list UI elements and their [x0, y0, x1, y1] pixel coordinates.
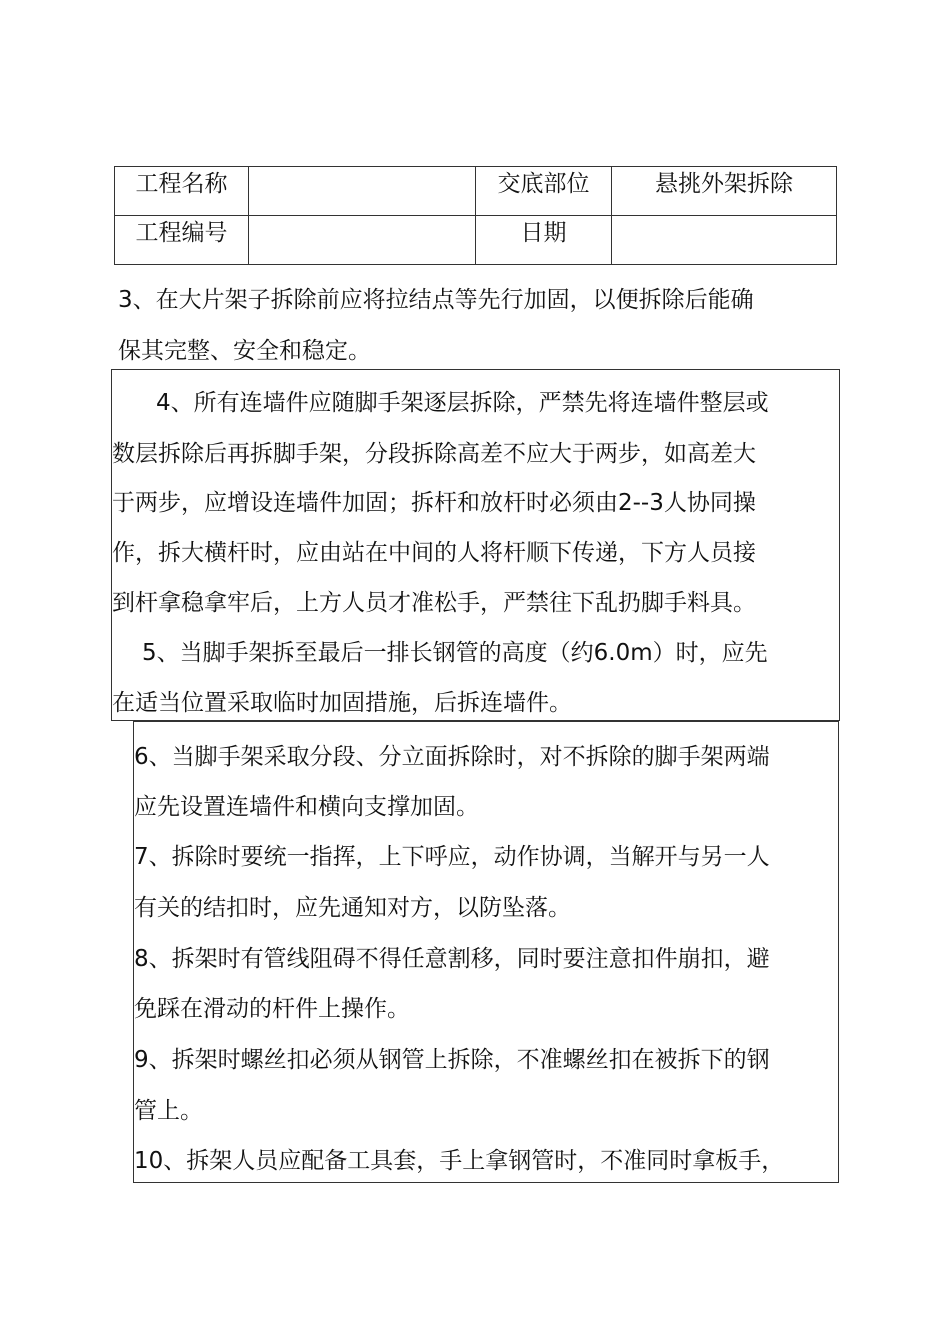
- project-name-value: [249, 167, 476, 216]
- box2-line: 10、拆架人员应配备工具套，手上拿钢管时，不准同时拿板手，: [134, 1148, 785, 1174]
- box2-line: 有关的结扣时，应先通知对方，以防坠落。: [134, 895, 571, 921]
- header-table: [114, 166, 837, 265]
- date-label: 日期: [476, 216, 612, 265]
- box2-line: 6、当脚手架采取分段、分立面拆除时，对不拆除的脚手架两端: [134, 744, 770, 770]
- item-3-line-2: 保其完整、安全和稳定。: [118, 338, 371, 364]
- box1-line: 作，拆大横杆时，应由站在中间的人将杆顺下传递，下方人员接: [112, 540, 756, 566]
- location-label: 交底部位: [476, 167, 612, 216]
- box2-line: 管上。: [134, 1098, 203, 1124]
- box2-line: 7、拆除时要统一指挥，上下呼应，动作协调，当解开与另一人: [134, 844, 770, 870]
- box2-line: 9、拆架时螺丝扣必须从钢管上拆除，不准螺丝扣在被拆下的钢: [134, 1047, 770, 1073]
- box1-line: 在适当位置采取临时加固措施，后拆连墙件。: [112, 690, 572, 716]
- project-name-label: 工程名称: [115, 167, 249, 216]
- item-3-line-1: 3、在大片架子拆除前应将拉结点等先行加固，以便拆除后能确: [118, 287, 754, 313]
- instruction-box-2: [133, 721, 839, 1183]
- instruction-box-1: [111, 369, 840, 721]
- header-row-1: [115, 167, 837, 216]
- date-value: [612, 216, 837, 265]
- box1-line: 于两步，应增设连墙件加固；拆杆和放杆时必须由2--3人协同操: [112, 490, 756, 516]
- project-no-value: [249, 216, 476, 265]
- box1-line: 5、当脚手架拆至最后一排长钢管的高度（约6.0m）时，应先: [142, 640, 768, 666]
- header-row-2: [115, 216, 837, 265]
- box1-line: 数层拆除后再拆脚手架，分段拆除高差不应大于两步，如高差大: [112, 441, 756, 467]
- project-no-label: 工程编号: [115, 216, 249, 265]
- box1-line: 4、所有连墙件应随脚手架逐层拆除，严禁先将连墙件整层或: [156, 390, 769, 416]
- box2-line: 免踩在滑动的杆件上操作。: [134, 996, 410, 1022]
- location-value: 悬挑外架拆除: [612, 167, 837, 216]
- box1-line: 到杆拿稳拿牢后，上方人员才准松手，严禁往下乱扔脚手料具。: [112, 590, 756, 616]
- box2-line: 应先设置连墙件和横向支撑加固。: [134, 794, 479, 820]
- box2-line: 8、拆架时有管线阻碍不得任意割移，同时要注意扣件崩扣，避: [134, 946, 770, 972]
